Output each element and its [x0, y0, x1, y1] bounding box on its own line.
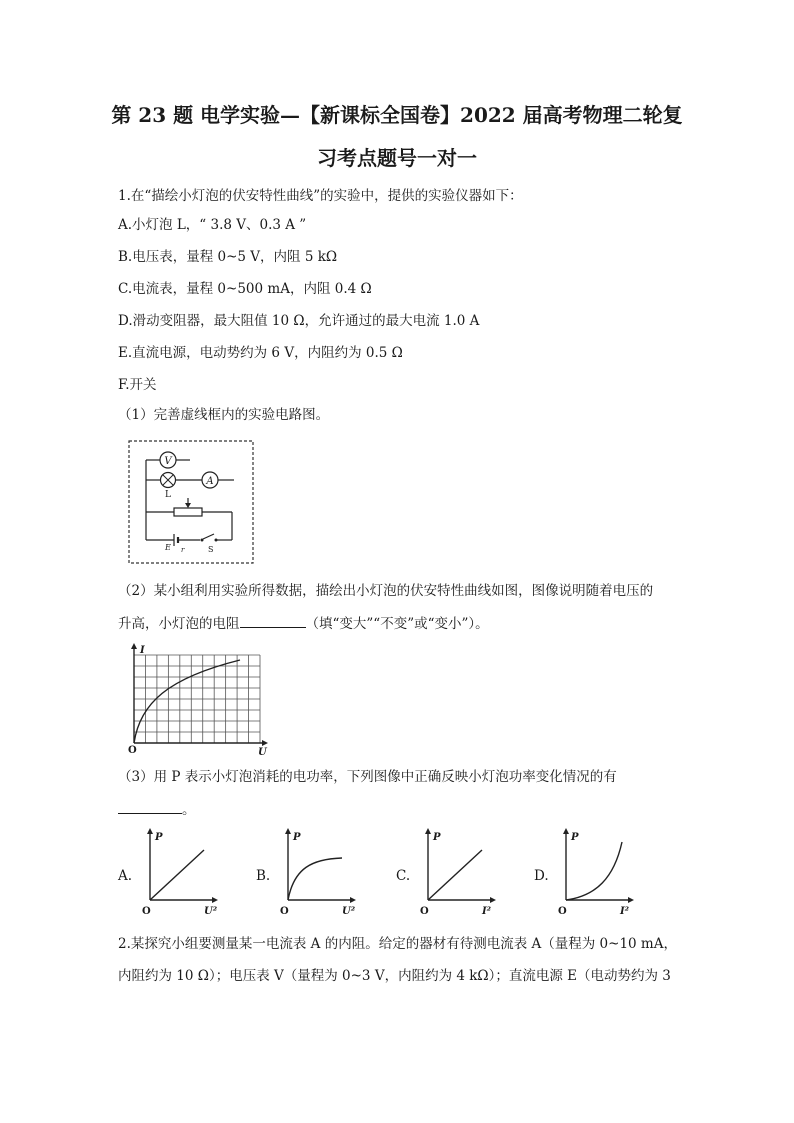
iu-graph: [128, 643, 268, 758]
page-title: [100, 103, 694, 127]
option-graph-1: [278, 828, 358, 918]
dashed-frame: [129, 441, 253, 563]
option-origin-0: O: [142, 906, 151, 917]
q2-line2: 内阻约为 10 Ω）；电压表 V（量程为 0~3 V，内阻约为 4 kΩ）；直流电源 E（电动势约为 3: [118, 968, 671, 984]
q1-item-f: F.开关: [118, 377, 157, 393]
option-curve-1: [288, 858, 342, 900]
option-xlabel-0: U²: [204, 906, 218, 917]
iu-curve: [134, 660, 240, 743]
switch-symbol: [203, 534, 214, 539]
option-graph-0: [140, 828, 220, 918]
q1-part3-line1: （3）用 P 表示小灯泡消耗的电功率，下列图像中正确反映小灯泡功率变化情况的有: [118, 769, 617, 785]
q1-item-b: B.电压表，量程 0~5 V，内阻 5 kΩ: [118, 249, 338, 265]
iu-ylabel: I: [140, 645, 145, 656]
answer-blank-2[interactable]: [240, 613, 306, 628]
q1-part2-line1: （2）某小组利用实验所得数据，描绘出小灯泡的伏安特性曲线如图，图像说明随着电压的: [118, 583, 654, 599]
option-label-0[interactable]: A.: [118, 868, 133, 884]
q1-item-e: E.直流电源，电动势约为 6 V，内阻约为 0.5 Ω: [118, 345, 403, 361]
q1-item-a: A.小灯泡 L，“ 3.8 V、0.3 A ”: [118, 217, 307, 233]
option-label-1[interactable]: B.: [256, 868, 271, 884]
option-curve-3: [566, 842, 622, 900]
option-label-2[interactable]: C.: [396, 868, 411, 884]
option-graph-3: [556, 828, 636, 918]
q1-stem: 1.在“描绘小灯泡的伏安特性曲线”的实验中，提供的实验仪器如下：: [118, 188, 523, 204]
q1-part3-line2: 。: [118, 799, 196, 819]
option-curve-2: [428, 850, 482, 900]
q1-item-d: D.滑动变阻器，最大阻值 10 Ω，允许通过的最大电流 1.0 A: [118, 313, 480, 329]
option-xlabel-3: I²: [620, 906, 630, 917]
voltmeter-label: V: [164, 456, 172, 467]
switch-label: S: [208, 545, 214, 554]
q2-line1: 2.某探究小组要测量某一电流表 A 的内阻。给定的器材有待测电流表 A（量程为 0~10 mA，: [118, 936, 677, 952]
option-ylabel-1: P: [293, 832, 301, 843]
option-xlabel-2: I²: [482, 906, 492, 917]
option-curve-0: [150, 850, 204, 900]
title-line-1: 第 23 题 电学实验—【新课标全国卷】2022 届高考物理二轮复: [111, 103, 683, 127]
option-origin-3: O: [558, 906, 567, 917]
q1-part1: （1）完善虚线框内的实验电路图。: [118, 407, 330, 423]
lamp-label: L: [165, 490, 171, 500]
rheostat-symbol: [174, 508, 202, 516]
iu-xlabel: U: [258, 747, 267, 758]
circuit-diagram: [128, 440, 256, 565]
option-xlabel-1: U²: [342, 906, 356, 917]
option-ylabel-2: P: [433, 832, 441, 843]
title-line-2: 习考点题号一对一: [317, 146, 477, 170]
emf-label: E: [165, 543, 171, 552]
option-ylabel-3: P: [571, 832, 579, 843]
internal-resistance-label: r: [181, 546, 185, 554]
q1-item-c: C.电流表，量程 0~500 mA，内阻 0.4 Ω: [118, 281, 372, 297]
iu-grid: [134, 655, 260, 743]
answer-blank-3[interactable]: [118, 799, 182, 814]
option-label-3[interactable]: D.: [534, 868, 549, 884]
option-origin-1: O: [280, 906, 289, 917]
iu-origin: O: [128, 745, 137, 756]
option-ylabel-0: P: [155, 832, 163, 843]
option-origin-2: O: [420, 906, 429, 917]
ammeter-label: A: [206, 476, 214, 487]
option-graph-2: [418, 828, 498, 918]
q1-part2-line2: 升高，小灯泡的电阻 （填“变大”“不变”或“变小”）。: [118, 613, 489, 633]
page-title-cont: [100, 146, 694, 170]
